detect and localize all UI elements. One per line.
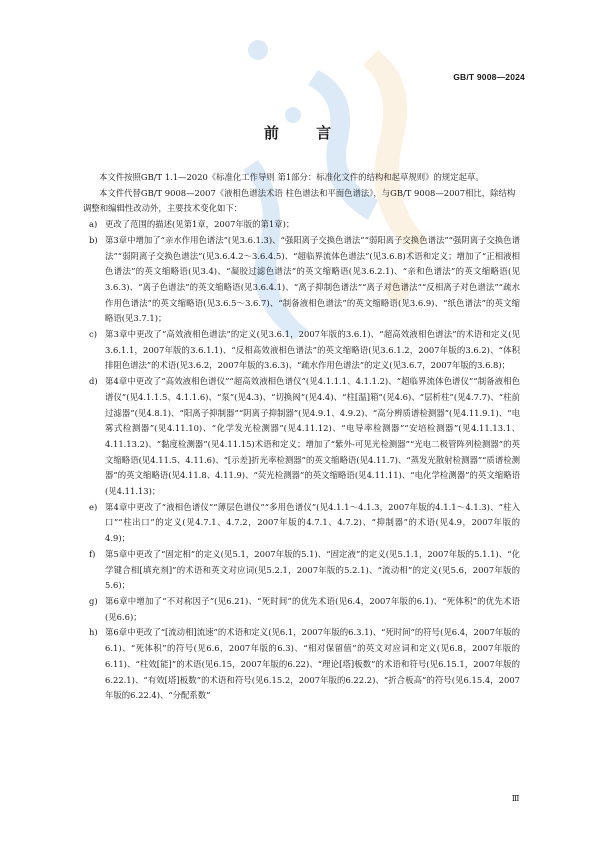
- item-text: 更改了范围的描述(见第1章，2007年版的第1章)；: [105, 219, 295, 230]
- item-text: 第6章中增加了“不对称因子”(见6.21)、“死时间”的优先术语(见6.4，2007年版的6.1)、“死体积”的优先术语(见6.6)；: [105, 595, 520, 622]
- item-label: g): [89, 595, 98, 606]
- item-label: d): [89, 376, 98, 387]
- item-text: 第3章中更改了“高效液相色谱法”的定义(见3.6.1，2007年版的3.6.1)、“超高效液相色谱法”的术语和定义(见3.6.1.1，2007年版的3.6.1.1)、“反相高效液相色谱法”的英文缩略语(见3.6.1.2，2007年版的3.6.2)、“体积排阻色谱法”的术语(见3.6.2，2007年版的3.6.3)、“疏水作用色谱法”的定义(见3.6.7，2007年版的3.6.8)；: [105, 329, 520, 371]
- item-label: a): [89, 219, 98, 230]
- item-text: 第4章中更改了“高效液相色谱仪”“超高效液相色谱仪”(见4.1.1.1、4.1.1.2)、“超临界流体色谱仪”“制备液相色谱仪”(见4.1.1.5、4.1.1.6)、“泵”(见4.3)、“切换阀”(见4.4)、“柱[温]箱”(见4.6)、“层析柱”(见4.7.7)、“柱前过滤器”(见4.8.1)、“阳离子抑制器”“阴离子抑制器”(见4.9.1、4.9.2)、“高分辨质谱检测器”(见4.11.9.1)、“电雾式检测器”(见4.11.10)、“化学发光检测器”(见4.11.12)、“电导率检测器”“安培检测器”(见4.11.13.1、4.11.13.2)、“黏度检测器”(见4.11.15)术语和定义；增加了“紫外-可见光检测器”“光电二极管阵列检测器”的英文缩略语(见4.11.5、4.11.6)、“[示差]折光率检测器”的英文缩略语(见4.11.7)、“蒸发光散射检测器”“质谱检测器”的英文缩略语(见4.11.8、4.11.9)、“荧光检测器”的英文缩略语(见4.11.11)、“电化学检测器”的英文缩略语(见4.11.13)；: [105, 376, 520, 497]
- standard-code: GB/T 9008—2024: [453, 72, 525, 82]
- change-item-f: [83, 547, 520, 594]
- change-item-c: [83, 327, 520, 374]
- watermark-dot-2: [285, 107, 301, 123]
- foreword-body: [83, 170, 520, 704]
- item-label: h): [89, 627, 98, 638]
- item-label: c): [89, 329, 97, 340]
- change-item-a: [83, 217, 520, 233]
- change-item-h: [83, 625, 520, 704]
- item-text: 第3章中增加了“亲水作用色谱法”(见3.6.1.3)、“强阳离子交换色谱法”“弱阳离子交换色谱法”“强阴离子交换色谱法”“弱阴离子交换色谱法”(见3.6.4.2～3.6.4.5)、“超临界流体色谱法”(见3.6.8)术语和定义；增加了“正相液相色谱法”的英文缩略语(见3.4)、“凝胶过滤色谱法”的英文缩略语(见3.6.2.1)、“亲和色谱法”的英文缩略语(见3.6.3)、“离子色谱法”的英文缩略语(见3.6.4.1)、“离子抑制色谱法”“离子对色谱法”“反相离子对色谱法”“疏水作用色谱法”的英文缩略语(见3.6.5～3.6.7)、“制备液相色谱法”的英文缩略语(见3.6.9)、“纸色谱法”的英文缩略语(见3.7.1)；: [105, 234, 520, 324]
- item-label: b): [89, 234, 98, 245]
- page-number: Ⅲ: [511, 794, 520, 803]
- item-text: 第4章中更改了“液相色谱仪”“薄层色谱仪”“多用色谱仪”(见4.1.1～4.1.3，2007年版的4.1.1～4.1.3)、“柱入口”“柱出口”的定义(见4.7.1、4.7.2，2007年版的4.7.1、4.7.2)、“抑制器”的术语(见4.9，2007年版的4.9)；: [105, 501, 520, 544]
- watermark-dot-1: [248, 40, 268, 60]
- item-label: f): [89, 548, 96, 559]
- item-text: 第6章中更改了“[流动相]流速”的术语和定义(见6.1，2007年版的6.3.1)、“死时间”的符号(见6.4，2007年版的6.1)、“死体积”的符号(见6.6，2007年版的6.3)、“相对保留值”的英文对应词和定义(见6.8，2007年版的6.11)、“柱效[能]”的术语(见6.15，2007年版的6.22)、“理论[塔]板数”的术语和符号(见6.15.1，2007年版的6.22.1)、“有效[塔]板数”的术语和符号(见6.15.2，2007年版的6.22.2)、“折合板高”的符号(见6.15.4，2007年版的6.22.4)、“分配系数”: [105, 627, 520, 701]
- change-item-e: [83, 500, 520, 547]
- page-title: 前 言: [263, 124, 348, 142]
- item-label: e): [89, 501, 98, 512]
- change-item-d: [83, 374, 520, 500]
- intro-paragraph-1: 本文件按照GB/T 1.1—2020《标准化工作导则 第1部分：标准化文件的结构和起草规则》的规定起草。: [99, 172, 484, 182]
- intro-paragraph-2: 本文件代替GB/T 9008—2007《液相色谱法术语 柱色谱法和平面色谱法》，与GB/T 9008—2007相比，除结构调整和编辑性改动外，主要技术变化如下：: [83, 187, 516, 214]
- item-text: 第5章中更改了“固定相”的定义(见5.1，2007年版的5.1)、“固定液”的定义(见5.1.1，2007年版的5.1.1)、“化学键合相[填充剂]”的术语和英文对应词(见5.2.1，2007年版的5.2.1)、“流动相”的定义(见5.6，2007年版的5.6)；: [105, 548, 520, 591]
- change-item-g: [83, 594, 520, 625]
- change-item-b: [83, 233, 520, 327]
